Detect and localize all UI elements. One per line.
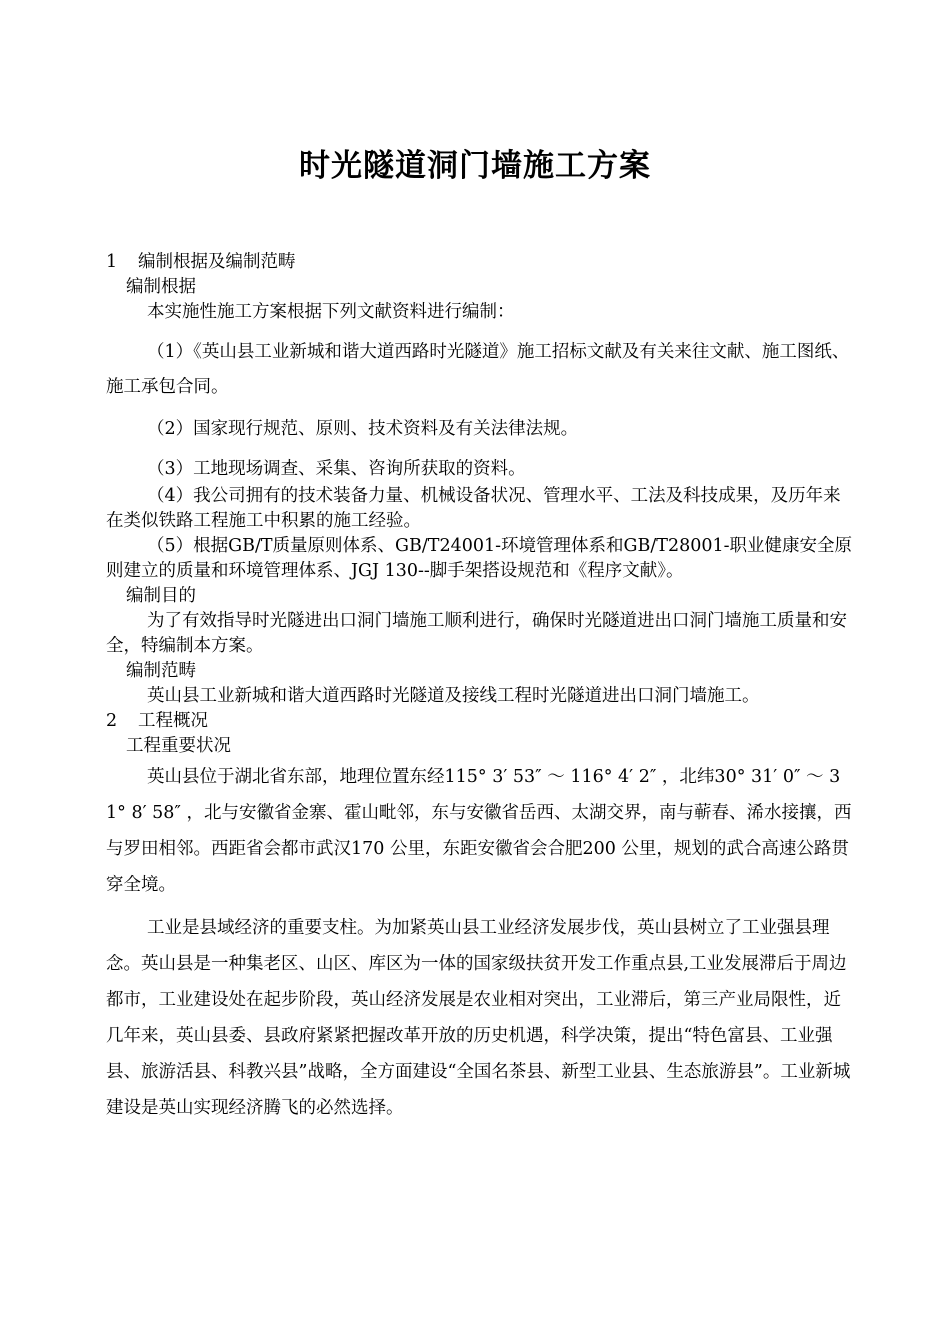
- list-item: （4）我公司拥有的技术装备力量、机械设备状况、管理水平、工法及科技成果，及历年来在类似铁路工程施工中积累的施工经验。: [106, 486, 841, 531]
- section-title: 工程概况: [138, 711, 208, 731]
- section-number: 2: [106, 711, 118, 731]
- section-2-heading: [106, 709, 858, 734]
- section-1-heading: [106, 250, 858, 275]
- paragraph: 英山县工业新城和谐大道西路时光隧道及接线工程时光隧道进出口洞门墙施工。: [147, 686, 760, 706]
- document-body: [106, 250, 858, 1126]
- list-item: （5）根据GB/T质量原则体系、GB/T24001-环境管理体系和GB/T28001-职业健康安全原则建立的质量和环境管理体系、JGJ 130--脚手架搭设规范和《程序文献》。: [106, 536, 853, 581]
- paragraph: 本实施性施工方案根据下列文献资料进行编制：: [147, 302, 515, 322]
- list-item: （1）《英山县工业新城和谐大道西路时光隧道》施工招标文献及有关来往文献、施工图纸、施工承包合同。: [106, 342, 850, 397]
- list-item: （2）国家现行规范、原则、技术资料及有关法律法规。: [147, 419, 579, 439]
- section-number: 1: [106, 252, 118, 272]
- document-title: 时光隧道洞门墙施工方案: [299, 148, 651, 184]
- section-title: 编制根据及编制范畴: [138, 252, 296, 272]
- subsection-heading: 编制范畴: [126, 661, 196, 681]
- paragraph: 工业是县域经济的重要支柱。为加紧英山县工业经济发展步伐，英山县树立了工业强县理念。英山县是一种集老区、山区、库区为一体的国家级扶贫开发工作重点县,工业发展滞后于周边都市，工业建设处在起步阶段，英山经济发展是农业相对突出，工业滞后，第三产业局限性，近几年来，英山县委、县政府紧紧把握改革开放的历史机遇，科学决策，提出“特色富县、工业强县、旅游活县、科教兴县”战略，全方面建设“全国名茶县、新型工业县、生态旅游县”。工业新城建设是英山实现经济腾飞的必然选择。: [106, 918, 851, 1118]
- paragraph: 英山县位于湖北省东部，地理位置东经115° 3′ 53″ ～ 116° 4′ 2″ ，北纬30° 31′ 0″ ～ 31° 8′ 58″ ，北与安徽省金寨、霍山毗邻，东与安徽省岳西、太湖交界，南与蕲春、浠水接攘，西与罗田相邻。西距省会都市武汉170 公里，东距安徽省会合肥200 公里，规划的武合高速公路贯穿全境。: [106, 767, 852, 895]
- subsection-heading: 编制目的: [126, 586, 196, 606]
- subsection-heading: 编制根据: [126, 277, 196, 297]
- list-item: （3）工地现场调查、采集、咨询所获取的资料。: [147, 459, 526, 479]
- subsection-heading: 工程重要状况: [126, 736, 231, 756]
- paragraph: 为了有效指导时光隧进出口洞门墙施工顺利进行，确保时光隧道进出口洞门墙施工质量和安全，特编制本方案。: [106, 611, 847, 656]
